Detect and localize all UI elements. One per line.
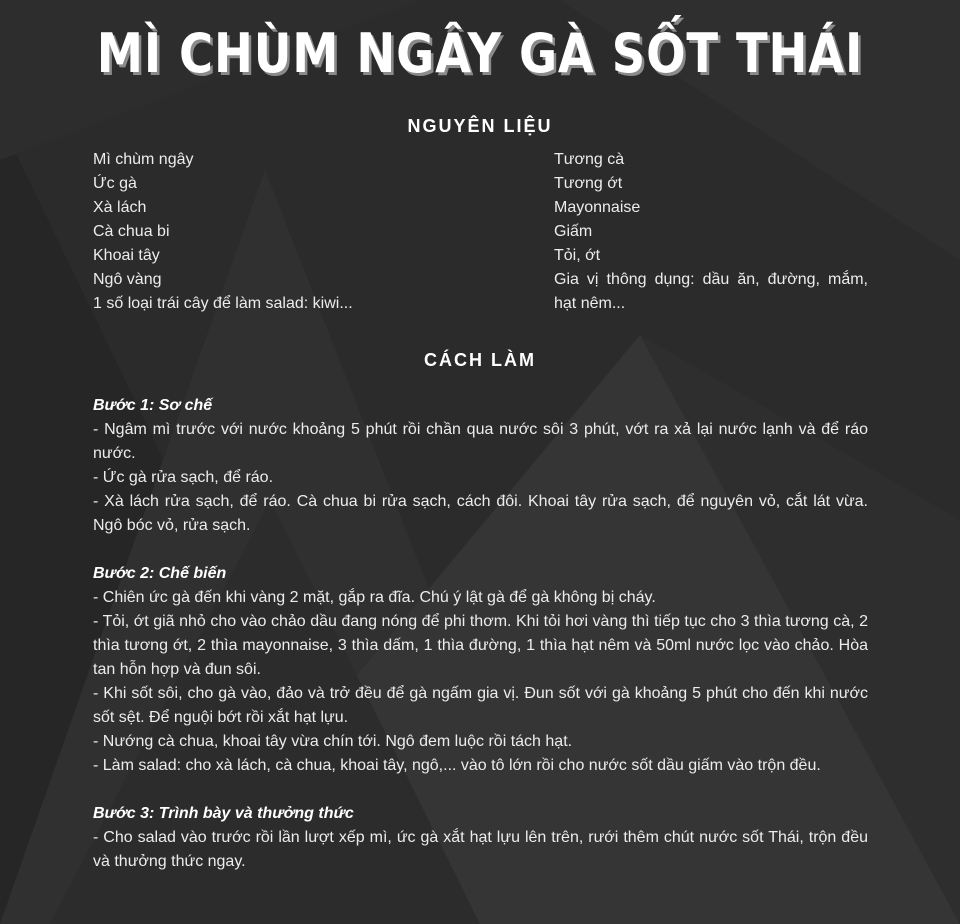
- ingredient-item: Gia vị thông dụng: dầu ăn, đường, mắm, hạt nêm...: [554, 271, 868, 312]
- ingredient-item: 1 số loại trái cây để làm salad: kiwi...: [93, 295, 353, 312]
- ingredients-list-right: [554, 148, 868, 316]
- step-line: - Cho salad vào trước rồi lần lượt xếp mì, ức gà xắt hạt lựu lên trên, rưới thêm chút nước sốt Thái, trộn đều và thưởng thức ngay.: [93, 829, 868, 870]
- ingredient-item: Mì chùm ngây: [93, 151, 194, 168]
- ingredient-item: Cà chua bi: [93, 223, 170, 240]
- step-line: - Xà lách rửa sạch, để ráo. Cà chua bi rửa sạch, cách đôi. Khoai tây rửa sạch, để nguyên vỏ, cắt lát vừa. Ngô bóc vỏ, rửa sạch.: [93, 493, 868, 534]
- recipe-title: MÌ CHÙM NGÂY GÀ SỐT THÁI: [96, 22, 864, 85]
- method-steps: [93, 394, 868, 898]
- method-heading: CÁCH LÀM: [424, 350, 536, 370]
- step-3: [93, 802, 868, 874]
- ingredient-item: Xà lách: [93, 199, 147, 216]
- step-line: - Chiên ức gà đến khi vàng 2 mặt, gắp ra đĩa. Chú ý lật gà để gà không bị cháy.: [93, 589, 656, 606]
- step-1: [93, 394, 868, 538]
- step-line: - Làm salad: cho xà lách, cà chua, khoai tây, ngô,... vào tô lớn rồi cho nước sốt dầu giấm vào trộn đều.: [93, 757, 821, 774]
- ingredient-item: Tương cà: [554, 151, 625, 168]
- step-line: - Nướng cà chua, khoai tây vừa chín tới. Ngô đem luộc rồi tách hạt.: [93, 733, 573, 750]
- step-line: - Khi sốt sôi, cho gà vào, đảo và trở đều để gà ngấm gia vị. Đun sốt với gà khoảng 5 phút cho đến khi nước sốt sệt. Để nguội bớt rồi xắt hạt lựu.: [93, 685, 868, 726]
- ingredient-item: Tỏi, ớt: [554, 247, 601, 264]
- ingredient-item: Ngô vàng: [93, 271, 162, 288]
- step-line: - Ức gà rửa sạch, để ráo.: [93, 469, 274, 486]
- step-line: - Ngâm mì trước với nước khoảng 5 phút rồi chần qua nước sôi 3 phút, vớt ra xả lại nước lạnh và để ráo nước.: [93, 421, 868, 462]
- ingredients-list-left: [93, 148, 513, 316]
- step-line: - Tỏi, ớt giã nhỏ cho vào chảo dầu đang nóng để phi thơm. Khi tỏi hơi vàng thì tiếp tục cho 3 thìa tương cà, 2 thìa tương ớt, 2 thìa mayonnaise, 3 thìa dấm, 1 thìa đường, 1 thìa hạt nêm và 50ml nước lọc vào chảo. Hòa tan hỗn hợp và đun sôi.: [93, 613, 868, 678]
- step-title: Bước 3: Trình bày và thưởng thức: [93, 805, 354, 822]
- ingredient-item: Mayonnaise: [554, 199, 641, 216]
- ingredient-item: Giấm: [554, 223, 593, 240]
- step-title: Bước 2: Chế biến: [93, 565, 227, 582]
- ingredient-item: Ức gà: [93, 175, 137, 192]
- step-title: Bước 1: Sơ chế: [93, 397, 213, 414]
- ingredients-heading: NGUYÊN LIỆU: [407, 116, 553, 136]
- ingredient-item: Tương ớt: [554, 175, 623, 192]
- ingredient-item: Khoai tây: [93, 247, 160, 264]
- step-2: [93, 562, 868, 778]
